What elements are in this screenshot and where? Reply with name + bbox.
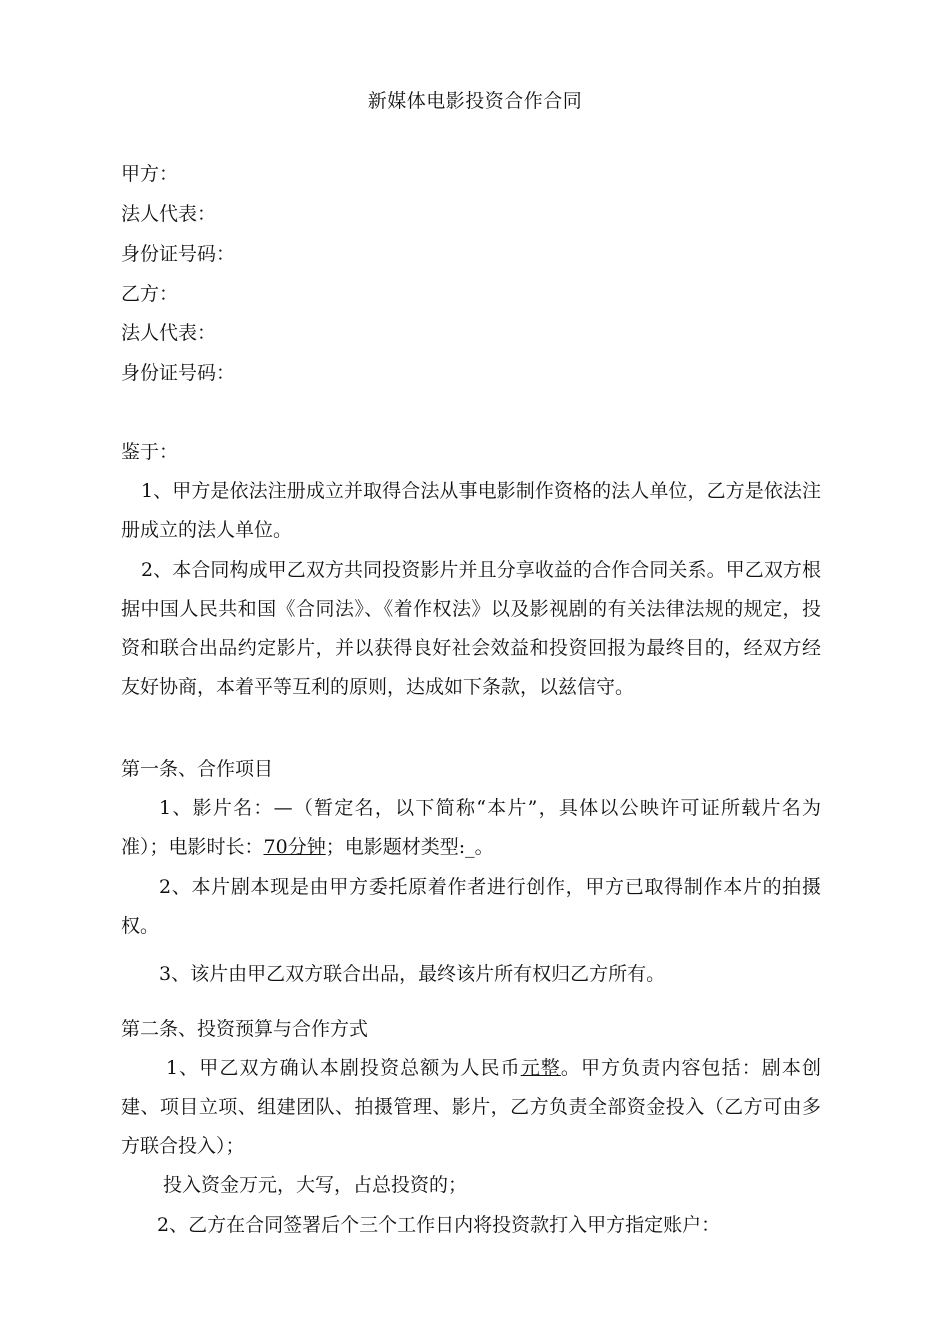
article-2-item-1-text: 1、甲乙双方确认本剧投资总额为人民币	[166, 1057, 521, 1079]
whereas-item-1: 1、甲方是依法注册成立并取得合法从事电影制作资格的法人单位，乙方是依法注册成立的法人单位。	[121, 480, 821, 541]
party-a-label: 甲方：	[121, 163, 179, 185]
party-b-rep-label: 法人代表：	[121, 322, 217, 344]
article-2-item-1-funds: 投入资金万元，大写，占总投资的；	[163, 1174, 468, 1196]
article-1-item-1	[121, 789, 821, 867]
article-1-heading: 第一条、合作项目	[121, 758, 274, 780]
party-b-id-label: 身份证号码：	[121, 362, 236, 384]
article-2-heading: 第二条、投资预算与合作方式	[121, 1018, 369, 1040]
whereas-item-2: 2、本合同构成甲乙双方共同投资影片并且分享收益的合作合同关系。甲乙双方根据中国人民共和国《合同法》、《着作权法》以及影视剧的有关法律法规的规定，投资和联合出品约定影片，并以获得良好社会效益和投资回报为最终目的，经双方经友好协商，本着平等互利的原则，达成如下条款，以兹信守。	[121, 559, 821, 698]
article-1-item-1-text: 1、影片名：—（暂定名，以下简称“本片”，具体以公映许可证所载片名为准）；电影时长：	[121, 797, 821, 858]
article-1-item-1-text-end: ；电影题材类型:_。	[325, 836, 494, 858]
investment-amount: 元整	[520, 1057, 561, 1079]
article-1-item-2: 2、本片剧本现是由甲方委托原着作者进行创作，甲方已取得制作本片的拍摄权。	[121, 876, 821, 937]
document-title: 新媒体电影投资合作合同	[367, 90, 583, 112]
article-1-item-3: 3、该片由甲乙双方联合出品，最终该片所有权归乙方所有。	[159, 963, 666, 985]
party-a-id-label: 身份证号码：	[121, 243, 236, 265]
article-2-item-1	[121, 1049, 821, 1166]
party-b-label: 乙方：	[121, 283, 179, 305]
whereas-label: 鉴于：	[121, 441, 179, 463]
party-a-rep-label: 法人代表：	[121, 203, 217, 225]
film-duration: 70分钟	[263, 836, 326, 858]
article-2-item-1-text-end: 。甲方负责内容包括：剧本创建、项目立项、组建团队、拍摄管理、影片，乙方负责全部资金投入（乙方可由多方联合投入）；	[121, 1057, 821, 1157]
article-2-item-2: 2、乙方在合同签署后个三个工作日内将投资款打入甲方指定账户：	[157, 1214, 721, 1236]
